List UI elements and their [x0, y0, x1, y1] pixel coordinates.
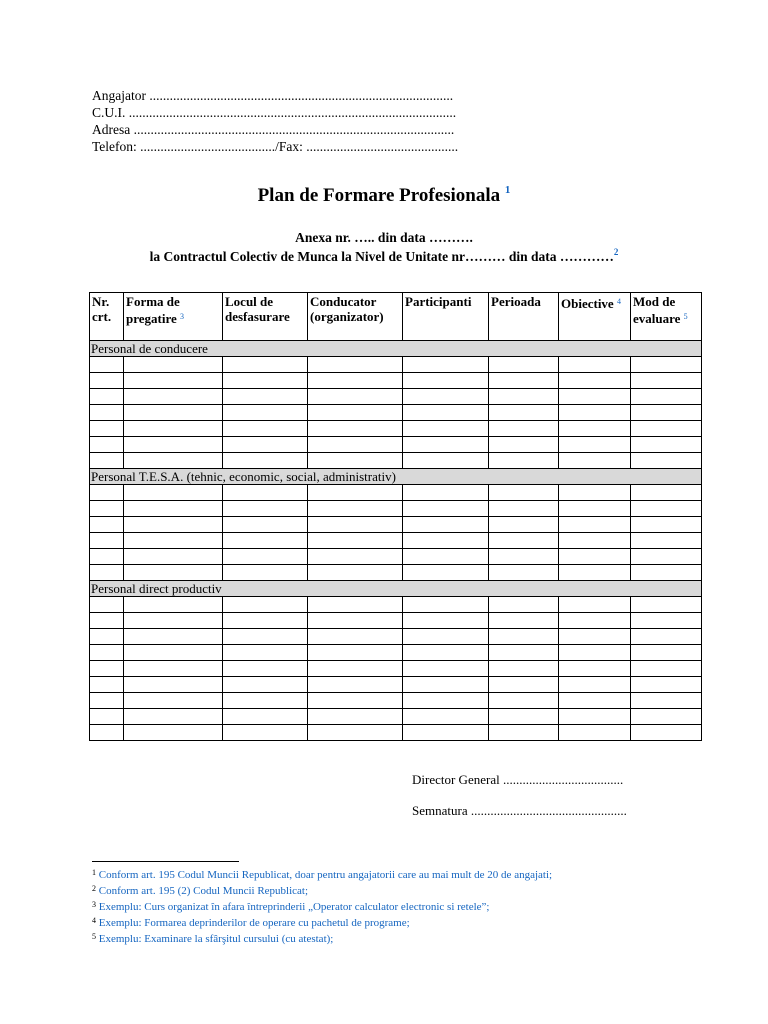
table-cell[interactable]	[489, 565, 559, 581]
footnote	[92, 882, 552, 898]
table-row	[90, 565, 702, 581]
table-cell[interactable]	[90, 485, 124, 501]
table-cell[interactable]	[308, 597, 403, 613]
section-label: Personal direct productiv	[90, 581, 702, 597]
table-cell[interactable]	[308, 549, 403, 565]
table-cell[interactable]	[403, 693, 489, 709]
table-row	[90, 725, 702, 741]
table-cell[interactable]	[403, 629, 489, 645]
table-row	[90, 533, 702, 549]
table-cell[interactable]	[489, 373, 559, 389]
column-header: Nr. crt.	[90, 293, 124, 341]
table-cell[interactable]	[308, 533, 403, 549]
table-cell[interactable]	[223, 661, 308, 677]
table-cell[interactable]	[223, 533, 308, 549]
table-cell[interactable]	[631, 693, 702, 709]
table-cell[interactable]	[489, 661, 559, 677]
table-cell[interactable]	[559, 645, 631, 661]
table-cell[interactable]	[223, 709, 308, 725]
table-cell[interactable]	[631, 661, 702, 677]
table-cell[interactable]	[403, 501, 489, 517]
table-cell[interactable]	[489, 405, 559, 421]
table-cell[interactable]	[124, 677, 223, 693]
table-cell[interactable]	[631, 677, 702, 693]
table-cell[interactable]	[489, 453, 559, 469]
table-cell[interactable]	[403, 613, 489, 629]
section-label: Personal de conducere	[90, 341, 702, 357]
table-cell[interactable]	[90, 725, 124, 741]
table-cell[interactable]	[124, 421, 223, 437]
column-footnote-ref: 3	[180, 312, 185, 321]
table-cell[interactable]	[223, 565, 308, 581]
table-row	[90, 501, 702, 517]
table-row	[90, 613, 702, 629]
table-cell[interactable]	[403, 517, 489, 533]
table-cell[interactable]	[403, 709, 489, 725]
table-cell[interactable]	[90, 373, 124, 389]
table-cell[interactable]	[124, 485, 223, 501]
table-cell[interactable]	[559, 453, 631, 469]
column-footnote-ref: 5	[683, 312, 688, 321]
footnote-number: 1	[92, 868, 96, 877]
table-cell[interactable]	[90, 565, 124, 581]
footnote-text: Conform art. 195 (2) Codul Muncii Republicat;	[98, 885, 309, 897]
section-label: Personal T.E.S.A. (tehnic, economic, social, administrativ)	[90, 469, 702, 485]
table-cell[interactable]	[631, 645, 702, 661]
footnote-number: 5	[92, 932, 96, 941]
table-cell[interactable]	[489, 437, 559, 453]
table-cell[interactable]	[403, 389, 489, 405]
table-row	[90, 709, 702, 725]
table-cell[interactable]	[489, 485, 559, 501]
table-cell[interactable]	[489, 389, 559, 405]
table-cell[interactable]	[223, 597, 308, 613]
table-cell[interactable]	[223, 645, 308, 661]
table-cell[interactable]	[308, 389, 403, 405]
footnote	[92, 914, 552, 930]
table-row	[90, 421, 702, 437]
table-row	[90, 373, 702, 389]
table-cell[interactable]	[403, 405, 489, 421]
table-cell[interactable]	[223, 613, 308, 629]
table-cell[interactable]	[308, 485, 403, 501]
table-cell[interactable]	[308, 709, 403, 725]
table-cell[interactable]	[124, 517, 223, 533]
table-row	[90, 437, 702, 453]
footnote	[92, 930, 552, 946]
table-cell[interactable]	[124, 693, 223, 709]
table-cell[interactable]	[631, 453, 702, 469]
table-cell[interactable]	[90, 405, 124, 421]
table-row	[90, 597, 702, 613]
table-cell[interactable]	[308, 661, 403, 677]
column-header: Conducator (organizator)	[308, 293, 403, 341]
cui-line: C.U.I. .................................................................................................	[92, 105, 457, 120]
contract-line	[0, 247, 768, 265]
footnote-number: 4	[92, 916, 96, 925]
table-cell[interactable]	[90, 613, 124, 629]
table-cell[interactable]	[223, 677, 308, 693]
table-cell[interactable]	[631, 549, 702, 565]
table-cell[interactable]	[90, 533, 124, 549]
table-cell[interactable]	[223, 549, 308, 565]
table-cell[interactable]	[308, 725, 403, 741]
table-cell[interactable]	[90, 629, 124, 645]
table-cell[interactable]	[223, 501, 308, 517]
table-cell[interactable]	[124, 533, 223, 549]
table-cell[interactable]	[559, 517, 631, 533]
table-cell[interactable]	[90, 693, 124, 709]
section-row	[90, 469, 702, 485]
table-header-row	[90, 293, 702, 341]
table-cell[interactable]	[124, 453, 223, 469]
table-cell[interactable]	[124, 597, 223, 613]
document-title	[0, 184, 768, 207]
table-cell[interactable]	[489, 421, 559, 437]
table-cell[interactable]	[631, 517, 702, 533]
title-text: Plan de Formare Profesionala	[257, 185, 501, 206]
table-cell[interactable]	[90, 453, 124, 469]
table-cell[interactable]	[631, 565, 702, 581]
table-cell[interactable]	[124, 709, 223, 725]
table-row	[90, 549, 702, 565]
table-cell[interactable]	[559, 437, 631, 453]
table-cell[interactable]	[559, 533, 631, 549]
table-cell[interactable]	[223, 357, 308, 373]
table-cell[interactable]	[90, 357, 124, 373]
table-cell[interactable]	[559, 501, 631, 517]
table-cell[interactable]	[308, 405, 403, 421]
table-cell[interactable]	[559, 549, 631, 565]
table-cell[interactable]	[124, 357, 223, 373]
table-cell[interactable]	[90, 597, 124, 613]
table-row	[90, 389, 702, 405]
table-cell[interactable]	[90, 389, 124, 405]
table-cell[interactable]	[559, 405, 631, 421]
table-cell[interactable]	[90, 677, 124, 693]
column-header: Participanti	[403, 293, 489, 341]
table-cell[interactable]	[308, 565, 403, 581]
footnotes	[92, 866, 552, 946]
table-row	[90, 661, 702, 677]
table-cell[interactable]	[489, 645, 559, 661]
footnote-text: Exemplu: Formarea deprinderilor de operare cu pachetul de programe;	[98, 917, 410, 929]
table-cell[interactable]	[308, 517, 403, 533]
table-cell[interactable]	[308, 453, 403, 469]
footnote	[92, 866, 552, 882]
table-cell[interactable]	[631, 357, 702, 373]
annex-line: Anexa nr. ….. din data ……….	[295, 230, 473, 245]
table-cell[interactable]	[308, 437, 403, 453]
table-cell[interactable]	[124, 373, 223, 389]
table-cell[interactable]	[631, 501, 702, 517]
table-cell[interactable]	[489, 533, 559, 549]
table-cell[interactable]	[90, 709, 124, 725]
column-header: Mod de evaluare $^5$	[631, 293, 702, 341]
table-cell[interactable]	[559, 661, 631, 677]
table-cell[interactable]	[631, 389, 702, 405]
column-header: Obiective $^4$	[559, 293, 631, 341]
table-cell[interactable]	[308, 629, 403, 645]
table-cell[interactable]	[308, 613, 403, 629]
column-header: Forma de pregatire $^3$	[124, 293, 223, 341]
table-cell[interactable]	[489, 597, 559, 613]
column-header: Perioada	[489, 293, 559, 341]
footnote-number: 3	[92, 900, 96, 909]
employer-line: Angajator ..........................................................................................	[92, 88, 454, 103]
table-cell[interactable]	[631, 405, 702, 421]
table-cell[interactable]	[90, 661, 124, 677]
table-cell[interactable]	[124, 661, 223, 677]
table-row	[90, 645, 702, 661]
table-cell[interactable]	[90, 421, 124, 437]
table-cell[interactable]	[124, 645, 223, 661]
table-cell[interactable]	[631, 373, 702, 389]
table-cell[interactable]	[403, 661, 489, 677]
table-row	[90, 677, 702, 693]
table-cell[interactable]	[403, 485, 489, 501]
table-cell[interactable]	[124, 565, 223, 581]
table-cell[interactable]	[403, 437, 489, 453]
table-cell[interactable]	[223, 517, 308, 533]
director-signature-line: Director General .....................................	[412, 772, 624, 787]
table-cell[interactable]	[223, 389, 308, 405]
table-cell[interactable]	[559, 357, 631, 373]
table-cell[interactable]	[308, 373, 403, 389]
table-cell[interactable]	[631, 437, 702, 453]
table-cell[interactable]	[559, 421, 631, 437]
table-cell[interactable]	[489, 549, 559, 565]
section-row	[90, 341, 702, 357]
table-row	[90, 453, 702, 469]
table-cell[interactable]	[124, 437, 223, 453]
table-cell[interactable]	[489, 709, 559, 725]
table-cell[interactable]	[124, 549, 223, 565]
table-cell[interactable]	[631, 533, 702, 549]
table-cell[interactable]	[489, 677, 559, 693]
column-header: Locul de desfasurare	[223, 293, 308, 341]
table-row	[90, 517, 702, 533]
signature-line: Semnatura ................................................	[412, 803, 627, 818]
table-cell[interactable]	[489, 629, 559, 645]
table-cell[interactable]	[559, 485, 631, 501]
table-cell[interactable]	[489, 357, 559, 373]
table-cell[interactable]	[403, 597, 489, 613]
table-cell[interactable]	[631, 725, 702, 741]
contract-text: la Contractul Colectiv de Munca la Nivel de Unitate nr……… din data …………	[149, 249, 614, 264]
table-row	[90, 485, 702, 501]
table-cell[interactable]	[631, 629, 702, 645]
table-cell[interactable]	[124, 501, 223, 517]
table-cell[interactable]	[124, 389, 223, 405]
table-cell[interactable]	[223, 629, 308, 645]
table-cell[interactable]	[631, 613, 702, 629]
table-cell[interactable]	[403, 645, 489, 661]
table-cell[interactable]	[489, 501, 559, 517]
table-cell[interactable]	[223, 437, 308, 453]
table-cell[interactable]	[559, 629, 631, 645]
table-row	[90, 357, 702, 373]
table-cell[interactable]	[559, 597, 631, 613]
table-cell[interactable]	[403, 677, 489, 693]
footnote-separator	[92, 861, 239, 862]
table-cell[interactable]	[90, 517, 124, 533]
table-row	[90, 693, 702, 709]
table-cell[interactable]	[223, 405, 308, 421]
column-footnote-ref: 4	[616, 297, 621, 306]
table-cell[interactable]	[223, 693, 308, 709]
table-row	[90, 629, 702, 645]
table-cell[interactable]	[403, 357, 489, 373]
table-cell[interactable]	[308, 693, 403, 709]
table-cell[interactable]	[559, 613, 631, 629]
table-cell[interactable]	[559, 693, 631, 709]
footnote-text: Exemplu: Examinare la sfârşitul cursului (cu atestat);	[98, 933, 334, 945]
training-plan-table	[89, 292, 702, 741]
table-cell[interactable]	[90, 549, 124, 565]
footnote-text: Exemplu: Curs organizat în afara întreprinderii „Operator calculator electronic si retele”;	[98, 901, 490, 913]
table-cell[interactable]	[223, 485, 308, 501]
table-cell[interactable]	[489, 725, 559, 741]
table-cell[interactable]	[124, 613, 223, 629]
table-cell[interactable]	[559, 565, 631, 581]
table-cell[interactable]	[308, 677, 403, 693]
table-cell[interactable]	[223, 453, 308, 469]
table-cell[interactable]	[559, 389, 631, 405]
table-cell[interactable]	[308, 645, 403, 661]
table-cell[interactable]	[124, 629, 223, 645]
table-cell[interactable]	[403, 565, 489, 581]
table-cell[interactable]	[308, 421, 403, 437]
employer-header	[92, 87, 458, 155]
table-cell[interactable]	[308, 501, 403, 517]
table-cell[interactable]	[403, 533, 489, 549]
table-cell[interactable]	[223, 421, 308, 437]
table-cell[interactable]	[489, 613, 559, 629]
table-cell[interactable]	[90, 645, 124, 661]
section-row	[90, 581, 702, 597]
table-cell[interactable]	[403, 549, 489, 565]
footnote-number: 2	[92, 884, 96, 893]
table-cell[interactable]	[90, 437, 124, 453]
table-cell[interactable]	[559, 677, 631, 693]
table-cell[interactable]	[223, 725, 308, 741]
footnote	[92, 898, 552, 914]
table-cell[interactable]	[403, 725, 489, 741]
table-cell[interactable]	[124, 405, 223, 421]
table-cell[interactable]	[631, 709, 702, 725]
table-cell[interactable]	[559, 709, 631, 725]
table-cell[interactable]	[308, 357, 403, 373]
title-footnote-ref: 1	[504, 184, 511, 196]
table-cell[interactable]	[489, 517, 559, 533]
table-cell[interactable]	[631, 421, 702, 437]
table-cell[interactable]	[631, 485, 702, 501]
table-cell[interactable]	[90, 501, 124, 517]
footnote-text: Conform art. 195 Codul Muncii Republicat, doar pentru angajatorii care au mai mult de 20 de angajati;	[98, 869, 553, 881]
table-cell[interactable]	[403, 453, 489, 469]
address-line: Adresa ...............................................................................................	[92, 122, 455, 137]
table-cell[interactable]	[223, 373, 308, 389]
table-cell[interactable]	[403, 373, 489, 389]
table-row	[90, 405, 702, 421]
phone-fax-line: Telefon: ......................................../Fax: .............................................	[92, 139, 459, 154]
table-cell[interactable]	[124, 725, 223, 741]
table-cell[interactable]	[559, 725, 631, 741]
table-cell[interactable]	[403, 421, 489, 437]
contract-footnote-ref: 2	[613, 247, 619, 257]
table-cell[interactable]	[559, 373, 631, 389]
table-cell[interactable]	[489, 693, 559, 709]
table-cell[interactable]	[631, 597, 702, 613]
